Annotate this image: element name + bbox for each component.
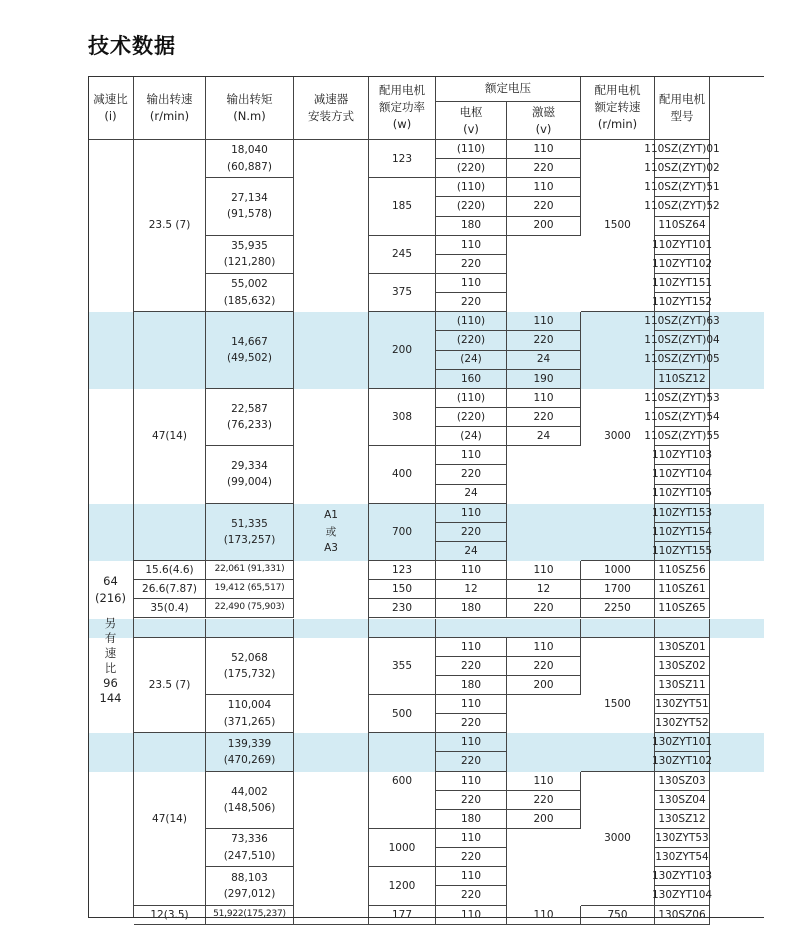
- header-output-speed: 输出转速 (r/min): [134, 76, 206, 140]
- output-torque-cell: 27,134 (91,578): [206, 178, 294, 235]
- output-torque-cell: 22,061 (91,331): [206, 561, 294, 580]
- output-torque-cell: 18,040 (60,887): [206, 140, 294, 178]
- output-torque-cell: 35,935 (121,280): [206, 236, 294, 274]
- motor-speed-cell: 1500: [581, 140, 655, 312]
- armature-voltage-cell: 110: [436, 274, 507, 293]
- motor-model-cell: 110ZYT101: [655, 236, 710, 255]
- motor-speed-cell: 2250: [581, 599, 655, 618]
- motor-model-cell: 110SZ(ZYT)01: [655, 140, 710, 159]
- output-speed-cell: 26.6(7.87): [134, 580, 206, 599]
- excitation-voltage-cell: 220: [507, 657, 581, 676]
- motor-model-cell: 110SZ(ZYT)54: [655, 408, 710, 427]
- motor-power-cell: 200: [369, 312, 436, 389]
- motor-model-cell: 130SZ06: [655, 906, 710, 925]
- motor-model-cell: 130ZYT104: [655, 886, 710, 905]
- motor-model-cell: 130SZ11: [655, 676, 710, 695]
- armature-voltage-cell: 220: [436, 752, 507, 771]
- armature-voltage-cell: 12: [436, 580, 507, 599]
- header-mount: 减速器 安装方式: [294, 76, 369, 140]
- output-speed-cell: 15.6(4.6): [134, 561, 206, 580]
- motor-model-cell: 110ZYT151: [655, 274, 710, 293]
- excitation-voltage-cell: 220: [507, 159, 581, 178]
- motor-model-cell: 110ZYT104: [655, 465, 710, 484]
- armature-voltage-cell: 220: [436, 714, 507, 733]
- motor-power-cell: 177: [369, 906, 436, 925]
- armature-voltage-cell: (24): [436, 427, 507, 446]
- output-torque-cell: 52,068 (175,732): [206, 638, 294, 695]
- motor-model-cell: 130ZYT103: [655, 867, 710, 886]
- empty-cell: [369, 619, 436, 638]
- output-torque-cell: 139,339 (470,269): [206, 733, 294, 771]
- motor-model-cell: 110SZ61: [655, 580, 710, 599]
- motor-model-cell: 130ZYT54: [655, 848, 710, 867]
- motor-power-cell: 308: [369, 389, 436, 446]
- excitation-voltage-cell: 110: [507, 772, 581, 791]
- excitation-voltage-cell: 110: [507, 140, 581, 159]
- motor-model-cell: 110SZ(ZYT)52: [655, 197, 710, 216]
- header-motor-power: 配用电机 额定功率 (w): [369, 76, 436, 140]
- page-title: 技术数据: [88, 34, 176, 58]
- excitation-voltage-cell: 110: [507, 906, 581, 925]
- motor-model-cell: 110ZYT105: [655, 485, 710, 504]
- motor-model-cell: 130SZ04: [655, 791, 710, 810]
- motor-model-cell: 110SZ(ZYT)05: [655, 351, 710, 370]
- motor-model-cell: 110SZ12: [655, 370, 710, 389]
- output-torque-cell: 22,490 (75,903): [206, 599, 294, 618]
- motor-model-cell: 110SZ56: [655, 561, 710, 580]
- excitation-voltage-cell: 190: [507, 370, 581, 389]
- output-torque-cell: 88,103 (297,012): [206, 867, 294, 905]
- armature-voltage-cell: (110): [436, 140, 507, 159]
- motor-model-cell: 110SZ65: [655, 599, 710, 618]
- header-output-torque: 输出转矩 (N.m): [206, 76, 294, 140]
- armature-voltage-cell: (220): [436, 159, 507, 178]
- motor-power-cell: 185: [369, 178, 436, 235]
- motor-model-cell: 110ZYT102: [655, 255, 710, 274]
- motor-speed-cell: 3000: [581, 772, 655, 906]
- armature-voltage-cell: 160: [436, 370, 507, 389]
- excitation-voltage-cell: 220: [507, 408, 581, 427]
- output-speed-cell: 47(14): [134, 733, 206, 905]
- header-ratio: 减速比 (i): [88, 76, 134, 140]
- header-rated-voltage: 额定电压: [436, 76, 581, 102]
- armature-voltage-cell: 110: [436, 906, 507, 925]
- armature-voltage-cell: 110: [436, 867, 507, 886]
- excitation-voltage-cell: 110: [507, 312, 581, 331]
- motor-model-cell: 110SZ(ZYT)51: [655, 178, 710, 197]
- motor-model-cell: 130SZ02: [655, 657, 710, 676]
- technical-data-table: [88, 76, 764, 921]
- motor-model-cell: 110ZYT155: [655, 542, 710, 561]
- motor-model-cell: 130ZYT51: [655, 695, 710, 714]
- excitation-voltage-cell: 110: [507, 389, 581, 408]
- motor-power-cell: 355: [369, 638, 436, 695]
- excitation-voltage-cell: 24: [507, 351, 581, 370]
- motor-model-cell: 110SZ(ZYT)04: [655, 331, 710, 350]
- motor-model-cell: 110ZYT152: [655, 293, 710, 312]
- motor-model-cell: 130SZ01: [655, 638, 710, 657]
- motor-power-cell: 700: [369, 504, 436, 561]
- motor-speed-cell: 750: [581, 906, 655, 925]
- motor-power-cell: 1000: [369, 829, 436, 867]
- motor-model-cell: 110SZ(ZYT)02: [655, 159, 710, 178]
- motor-speed-cell: 1700: [581, 580, 655, 599]
- armature-voltage-cell: 220: [436, 848, 507, 867]
- motor-model-cell: 130ZYT101: [655, 733, 710, 752]
- empty-cell: [206, 619, 294, 638]
- ratio-cell: [88, 140, 134, 918]
- motor-power-cell: 1200: [369, 867, 436, 905]
- output-torque-cell: 73,336 (247,510): [206, 829, 294, 867]
- output-torque-cell: 29,334 (99,004): [206, 446, 294, 503]
- header-motor-speed: 配用电机 额定转速 (r/min): [581, 76, 655, 140]
- output-torque-cell: 14,667 (49,502): [206, 312, 294, 389]
- armature-voltage-cell: 110: [436, 638, 507, 657]
- armature-voltage-cell: 220: [436, 886, 507, 905]
- armature-voltage-cell: 110: [436, 772, 507, 791]
- motor-power-cell: 150: [369, 580, 436, 599]
- motor-model-cell: 110ZYT153: [655, 504, 710, 523]
- armature-voltage-cell: 110: [436, 733, 507, 752]
- armature-voltage-cell: 220: [436, 293, 507, 312]
- output-torque-cell: 19,412 (65,517): [206, 580, 294, 599]
- armature-voltage-cell: (110): [436, 312, 507, 331]
- armature-voltage-cell: 180: [436, 217, 507, 236]
- motor-power-cell: 123: [369, 140, 436, 178]
- motor-model-cell: 110ZYT154: [655, 523, 710, 542]
- armature-voltage-cell: (220): [436, 408, 507, 427]
- header-excitation: 激磁 (v): [507, 102, 581, 140]
- armature-voltage-cell: 220: [436, 791, 507, 810]
- output-torque-cell: 51,335 (173,257): [206, 504, 294, 561]
- header-motor-model: 配用电机 型号: [655, 76, 710, 140]
- output-speed-cell: 47(14): [134, 312, 206, 561]
- excitation-voltage-cell: 200: [507, 217, 581, 236]
- armature-voltage-cell: (24): [436, 351, 507, 370]
- output-torque-cell: 55,002 (185,632): [206, 274, 294, 312]
- motor-power-cell: 375: [369, 274, 436, 312]
- empty-cell: [134, 619, 206, 638]
- motor-model-cell: 110SZ(ZYT)63: [655, 312, 710, 331]
- motor-power-cell: 245: [369, 236, 436, 274]
- motor-power-cell: 600: [369, 733, 436, 829]
- armature-voltage-cell: 110: [436, 446, 507, 465]
- empty-cell: [581, 619, 655, 638]
- armature-voltage-cell: (110): [436, 178, 507, 197]
- motor-speed-cell: 1500: [581, 638, 655, 772]
- excitation-voltage-cell: 220: [507, 599, 581, 618]
- armature-voltage-cell: 24: [436, 485, 507, 504]
- excitation-voltage-cell: 12: [507, 580, 581, 599]
- ratio-main: 64 (216): [95, 573, 126, 606]
- motor-model-cell: 110ZYT103: [655, 446, 710, 465]
- output-torque-cell: 110,004 (371,265): [206, 695, 294, 733]
- armature-voltage-cell: 220: [436, 523, 507, 542]
- motor-power-cell: 400: [369, 446, 436, 503]
- motor-model-cell: 130ZYT102: [655, 752, 710, 771]
- motor-speed-cell: 3000: [581, 312, 655, 561]
- output-speed-cell: 23.5 (7): [134, 638, 206, 734]
- header-armature: 电枢 (v): [436, 102, 507, 140]
- armature-voltage-cell: 180: [436, 810, 507, 829]
- armature-voltage-cell: 110: [436, 236, 507, 255]
- motor-model-cell: 110SZ(ZYT)53: [655, 389, 710, 408]
- empty-cell: [655, 619, 710, 638]
- excitation-voltage-cell: 200: [507, 810, 581, 829]
- output-torque-cell: 22,587 (76,233): [206, 389, 294, 446]
- empty-cell: [436, 619, 581, 638]
- armature-voltage-cell: 220: [436, 255, 507, 274]
- motor-model-cell: 130SZ12: [655, 810, 710, 829]
- motor-power-cell: 230: [369, 599, 436, 618]
- excitation-voltage-cell: 220: [507, 197, 581, 216]
- motor-model-cell: 110SZ64: [655, 217, 710, 236]
- excitation-voltage-cell: 220: [507, 331, 581, 350]
- excitation-voltage-cell: 110: [507, 561, 581, 580]
- armature-voltage-cell: 110: [436, 561, 507, 580]
- motor-model-cell: 130ZYT53: [655, 829, 710, 848]
- output-torque-cell: 44,002 (148,506): [206, 772, 294, 829]
- armature-voltage-cell: 110: [436, 504, 507, 523]
- excitation-voltage-cell: 110: [507, 178, 581, 197]
- output-speed-cell: 23.5 (7): [134, 140, 206, 312]
- mount-cell: A1 或 A3: [294, 140, 369, 925]
- motor-power-cell: 500: [369, 695, 436, 733]
- armature-voltage-cell: (110): [436, 389, 507, 408]
- armature-voltage-cell: 24: [436, 542, 507, 561]
- output-speed-cell: 35(0.4): [134, 599, 206, 618]
- excitation-voltage-cell: 110: [507, 638, 581, 657]
- armature-voltage-cell: 220: [436, 465, 507, 484]
- armature-voltage-cell: (220): [436, 331, 507, 350]
- excitation-voltage-cell: 24: [507, 427, 581, 446]
- motor-model-cell: 130ZYT52: [655, 714, 710, 733]
- armature-voltage-cell: 180: [436, 676, 507, 695]
- motor-model-cell: 110SZ(ZYT)55: [655, 427, 710, 446]
- excitation-voltage-cell: 220: [507, 791, 581, 810]
- excitation-voltage-cell: 200: [507, 676, 581, 695]
- armature-voltage-cell: 220: [436, 657, 507, 676]
- armature-voltage-cell: (220): [436, 197, 507, 216]
- armature-voltage-cell: 110: [436, 695, 507, 714]
- output-speed-cell: 12(3.5): [134, 906, 206, 925]
- armature-voltage-cell: 110: [436, 829, 507, 848]
- output-torque-cell: 51,922(175,237): [206, 906, 294, 925]
- motor-speed-cell: 1000: [581, 561, 655, 580]
- motor-model-cell: 130SZ03: [655, 772, 710, 791]
- motor-power-cell: 123: [369, 561, 436, 580]
- armature-voltage-cell: 180: [436, 599, 507, 618]
- ratio-note: 另 有 速 比 96 144: [99, 616, 122, 705]
